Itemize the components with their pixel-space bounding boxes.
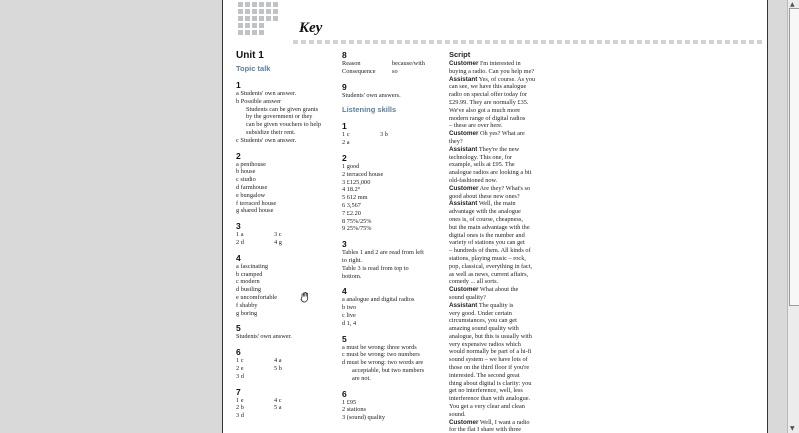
script-line: good about these new ones?: [449, 192, 520, 200]
script-line: sound quality?: [449, 293, 486, 301]
exercise-number: 3: [236, 221, 241, 232]
answer-block: [342, 92, 442, 100]
answer-row: 2 d 4 g: [236, 238, 282, 246]
script-text: [449, 60, 544, 433]
script-line: modern range of digital radios: [449, 114, 526, 122]
script-line: those on the third floor if you're: [449, 364, 530, 372]
speaker-label: Assistant: [449, 200, 478, 208]
answer-line: a analogue and digital radios: [342, 296, 415, 304]
speaker-label: Customer: [449, 130, 479, 138]
answer-block: [342, 249, 442, 280]
answer-line: c modern: [236, 278, 260, 286]
answer-line: a must be wrong: three words: [342, 343, 417, 351]
document-page: [222, 0, 768, 433]
answer-line: subsidize their rent.: [246, 128, 296, 136]
answer-line: Table 3 is read from top to: [342, 264, 409, 272]
answer-grid: [342, 131, 442, 147]
answer-line: 7 £2.20: [342, 209, 361, 217]
exercise-number: 6: [342, 388, 347, 399]
answer-block: [236, 161, 334, 216]
script-line: can see, we have this analogue: [449, 83, 527, 91]
answer-line: can be given vouchers to help: [246, 121, 322, 129]
answer-line: Students' own answers.: [342, 91, 401, 99]
script-line: technology. This one, for: [449, 153, 512, 161]
script-line: stations, playing music – rock,: [449, 254, 526, 262]
exercise-number: 5: [342, 333, 347, 344]
answer-line: b Possible answer: [236, 97, 282, 105]
script-line: variety of stations you can get: [449, 239, 525, 247]
script-line: £29.99. They are normally £35.: [449, 98, 529, 106]
answer-row: 2 b 5 a: [236, 404, 282, 412]
answer-grid: [342, 60, 442, 76]
answer-row: 2 e 5 b: [236, 364, 282, 372]
answer-block: [342, 399, 442, 422]
answer-line: c live: [342, 311, 356, 319]
decorative-rule: [293, 40, 763, 44]
answer-line: c Students' own answer.: [236, 136, 297, 144]
script-line: Assistant The quality is: [449, 301, 514, 309]
script-line: as well as news, current affairs,: [449, 270, 529, 278]
speaker-label: Customer: [449, 418, 479, 426]
script-line: advantage with the analogue: [449, 208, 521, 216]
exercise-number: 1: [236, 80, 241, 90]
answer-row: 1 c 3 b: [342, 131, 388, 139]
exercise-number: 7: [236, 386, 241, 397]
scrollbar-thumb[interactable]: [789, 8, 799, 306]
answer-line: Tables 1 and 2 are read from left: [342, 249, 424, 257]
answer-block: [342, 163, 442, 233]
script-line: You get a very clear and clean: [449, 403, 525, 411]
answer-line: d farmhouse: [236, 183, 268, 191]
answer-line: acceptable, but two numbers: [352, 366, 425, 374]
answer-line: f terraced house: [236, 199, 277, 207]
script-line: Customer What about the: [449, 286, 519, 294]
script-line: get no interference, well, less: [449, 387, 523, 395]
script-line: old-fashioned now.: [449, 176, 498, 184]
speaker-label: Assistant: [449, 75, 478, 83]
script-line: amazing sound quality with: [449, 325, 519, 333]
page-title: Key: [299, 20, 323, 36]
script-heading: Script: [449, 50, 471, 59]
answer-line: 2 stations: [342, 406, 366, 414]
answer-line: 9 25%/75%: [342, 225, 372, 233]
script-line: sound system – we have lots of: [449, 356, 528, 364]
answer-line: 3 £125,000: [342, 178, 371, 186]
answer-line: a penthouse: [236, 160, 266, 168]
answer-line: d must be wrong: two words are: [342, 359, 424, 367]
script-line: Assistant Well, the main: [449, 200, 516, 208]
answer-grid: [236, 397, 334, 420]
script-line: circumstances, you can get: [449, 317, 517, 325]
script-line: analogue, but this is usually with: [449, 332, 532, 340]
answer-line: bottom.: [342, 272, 362, 280]
script-line: analogue radios are looking a bit: [449, 169, 532, 177]
answer-row: Consequence so: [342, 67, 398, 75]
speaker-label: Customer: [449, 286, 479, 294]
answer-line: d 1, 4: [342, 319, 357, 327]
answer-grid: [236, 357, 334, 380]
answer-line: b cramped: [236, 270, 263, 278]
answer-line: g shared house: [236, 207, 274, 215]
script-line: Customer Are they? What's so: [449, 184, 531, 192]
answer-line: d bustling: [236, 286, 262, 294]
answer-line: c must be wrong: two numbers: [342, 351, 420, 359]
script-line: for the flat I share with three: [449, 426, 522, 433]
script-line: interference than with analogue.: [449, 395, 531, 403]
answer-row: Reason because/with: [342, 60, 425, 67]
answer-row: 1 a 3 c: [236, 231, 282, 239]
speaker-label: Customer: [449, 60, 479, 67]
exercise-number: 5: [236, 323, 241, 334]
answer-block: [236, 90, 334, 145]
exercise-number: 6: [236, 347, 241, 358]
answer-line: c studio: [236, 176, 256, 184]
answer-line: 3 (sound) quality: [342, 414, 386, 422]
answer-line: 4 18.2°: [342, 186, 361, 194]
answer-row: 2 a: [342, 139, 350, 147]
answer-line: by the government or they: [246, 113, 313, 121]
script-line: – these are over here.: [449, 122, 503, 130]
answer-line: Students can be given grants: [246, 105, 319, 113]
script-line: We've also got a much more: [449, 106, 521, 114]
answer-grid: [236, 231, 334, 247]
answer-line: g boring: [236, 309, 258, 317]
answer-line: 8 75%/25%: [342, 217, 372, 225]
answer-line: a Students' own answer.: [236, 90, 297, 97]
answer-line: e uncomfortable: [236, 293, 278, 301]
section-heading-topic-talk: Topic talk: [236, 64, 271, 73]
answer-line: 5 612 mm: [342, 194, 368, 202]
exercise-number: 3: [342, 239, 347, 250]
answer-line: Students' own answer.: [236, 333, 292, 341]
answer-line: 1 £95: [342, 398, 357, 406]
script-line: – hundreds of them. All kinds of: [449, 247, 531, 255]
script-line: digital ones is the number and: [449, 231, 525, 239]
script-line: but the main advantage with the: [449, 223, 530, 231]
answer-block: [236, 333, 334, 341]
unit-heading: Unit 1: [236, 50, 264, 61]
script-line: would normally be part of a hi-fi: [449, 348, 532, 356]
exercise-number: 8: [342, 50, 347, 60]
speaker-label: Assistant: [449, 145, 478, 153]
script-line: Assistant They're the new: [449, 145, 520, 153]
script-line: pop, classical, everything in fact,: [449, 262, 533, 270]
answer-block: [236, 263, 334, 318]
script-line: Customer Well, I want a radio: [449, 418, 530, 426]
speaker-label: Customer: [449, 184, 479, 192]
scroll-down-icon[interactable]: ▼: [790, 425, 795, 432]
script-line: comedy ... all sorts.: [449, 278, 499, 286]
script-line: ones is, of course, cheapness,: [449, 215, 523, 223]
exercise-number: 4: [342, 286, 347, 297]
column-3-script: [449, 50, 544, 433]
answer-line: b house: [236, 168, 256, 176]
script-line: thing about digital is clarity: you: [449, 379, 532, 387]
answer-line: 6 3,567: [342, 201, 361, 209]
script-line: Customer Oh yes? What are: [449, 130, 525, 138]
answer-line: e bungalow: [236, 191, 266, 199]
answer-block: [342, 344, 442, 383]
vertical-scrollbar[interactable]: [787, 0, 799, 433]
answer-line: b two: [342, 304, 357, 312]
scroll-up-icon[interactable]: ▲: [790, 1, 795, 8]
exercise-number: 9: [342, 81, 347, 92]
script-line: Customer I'm interested in: [449, 60, 521, 67]
script-line: radio on special offer today for: [449, 91, 528, 99]
script-line: sound.: [449, 410, 466, 418]
exercise-number: 4: [236, 252, 241, 263]
hand-cursor-icon: [300, 292, 312, 303]
column-1: [236, 50, 334, 420]
answer-line: 2 terraced house: [342, 170, 384, 178]
script-line: interested. The second great: [449, 371, 520, 379]
section-heading-listening: Listening skills: [342, 105, 397, 115]
column-2: [342, 50, 442, 422]
answer-line: to right.: [342, 256, 362, 264]
script-line: example, sells at £95. The: [449, 161, 515, 169]
exercise-number: 1: [342, 121, 347, 132]
answer-row: 1 c 4 a: [236, 357, 282, 365]
exercise-number: 2: [236, 150, 241, 161]
answer-row: 3 d: [236, 412, 244, 420]
answer-line: f shabby: [236, 301, 258, 309]
answer-row: 1 e 4 c: [236, 396, 282, 404]
speaker-label: Assistant: [449, 301, 478, 309]
script-line: buying a radio. Can you help me?: [449, 67, 535, 75]
script-line: Assistant Yes, of course. As you: [449, 75, 536, 83]
answer-line: a fascinating: [236, 262, 268, 270]
answer-row: 3 d: [236, 372, 244, 380]
script-line: very good. Under certain: [449, 309, 512, 317]
script-line: very expensive radios which: [449, 340, 521, 348]
exercise-number: 2: [342, 152, 347, 163]
answer-line: are not.: [352, 374, 371, 382]
script-line: they?: [449, 137, 463, 145]
answer-block: [342, 296, 442, 327]
answer-line: 1 good: [342, 162, 360, 170]
